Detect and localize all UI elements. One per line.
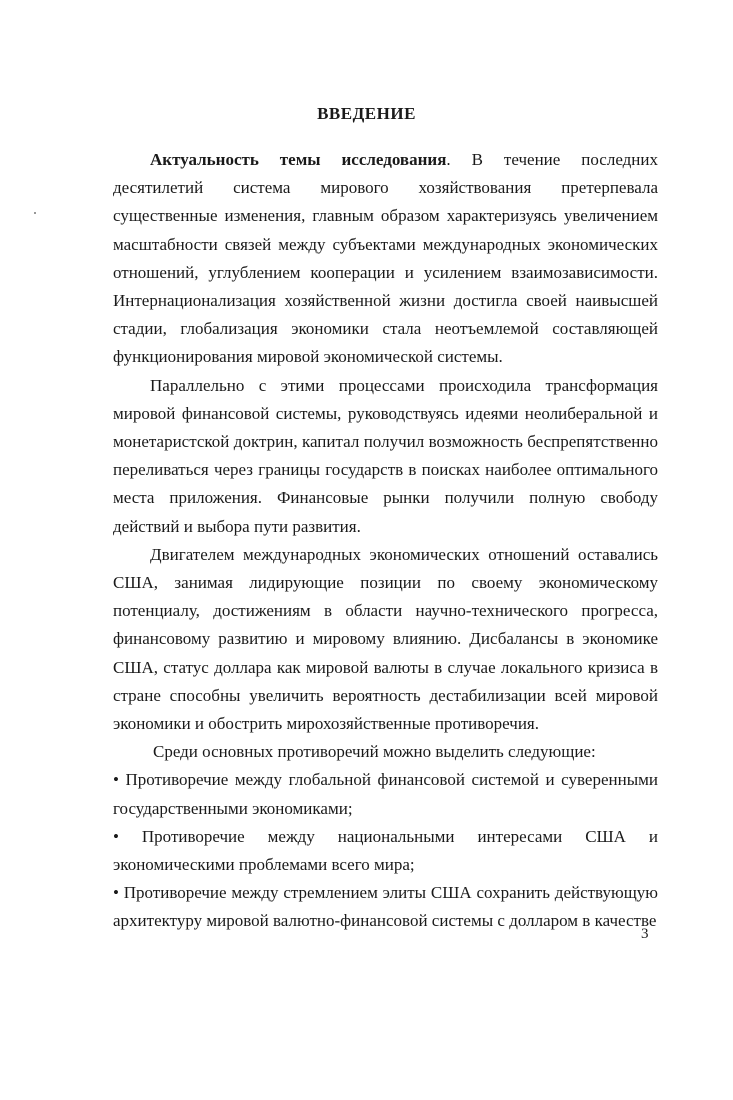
paragraph-financial-system <box>113 372 658 541</box>
list-item: • Противоречие между национальными интересами США и экономическими проблемами всего мира; <box>113 826 658 875</box>
body-text <box>113 146 658 936</box>
page-title: ВВЕДЕНИЕ <box>317 104 416 123</box>
page-number: 3 <box>641 926 649 942</box>
list-intro: Среди основных противоречий можно выделить следующие: <box>153 742 596 762</box>
scan-speck <box>34 212 36 214</box>
paragraph-text: Параллельно с этими процессами происходила трансформация мировой финансовой системы, руководствуясь идеями неолиберальной и монетаристской доктрин, капитал получил возможность беспрепятственно переливаться через границы государств в поисках наиболее оптимального места приложения. Финансовые рынки получили полную свободу действий и выбора пути развития. <box>113 375 658 536</box>
paragraph-lead: Актуальность темы исследования <box>150 150 447 169</box>
paragraph-text: Двигателем международных экономических отношений оставались США, занимая лидирующие позиции по своему экономическому потенциалу, достижениям в области научно-технического прогресса, финансовому развитию и мировому влиянию. Дисбалансы в экономике США, статус доллара как мировой валюты в случае локального кризиса в стране способны увеличить вероятность дестабилизации всей мировой экономики и обострить мирохозяйственные противоречия. <box>113 544 658 734</box>
list-item: • Противоречие между стремлением элиты США сохранить действующую архитектуру мировой валютно-финансовой системы с долларом в качестве <box>113 883 658 931</box>
paragraph-relevance <box>113 146 658 372</box>
list-item: • Противоречие между глобальной финансовой системой и суверенными государственными экономиками; <box>113 770 658 818</box>
paragraph-usa <box>113 541 658 738</box>
paragraph-text: . В течение последних десятилетий система мирового хозяйствования претерпевала существенные изменения, главным образом характеризуясь увеличением масштабности связей между субъектами международных экономических отношений, углублением кооперации и усилением взаимозависимости. Интернационализация хозяйственной жизни достигла своей наивысшей стадии, глобализация экономики стала неотъемлемой составляющей функционирования мировой экономической системы. <box>113 150 658 367</box>
